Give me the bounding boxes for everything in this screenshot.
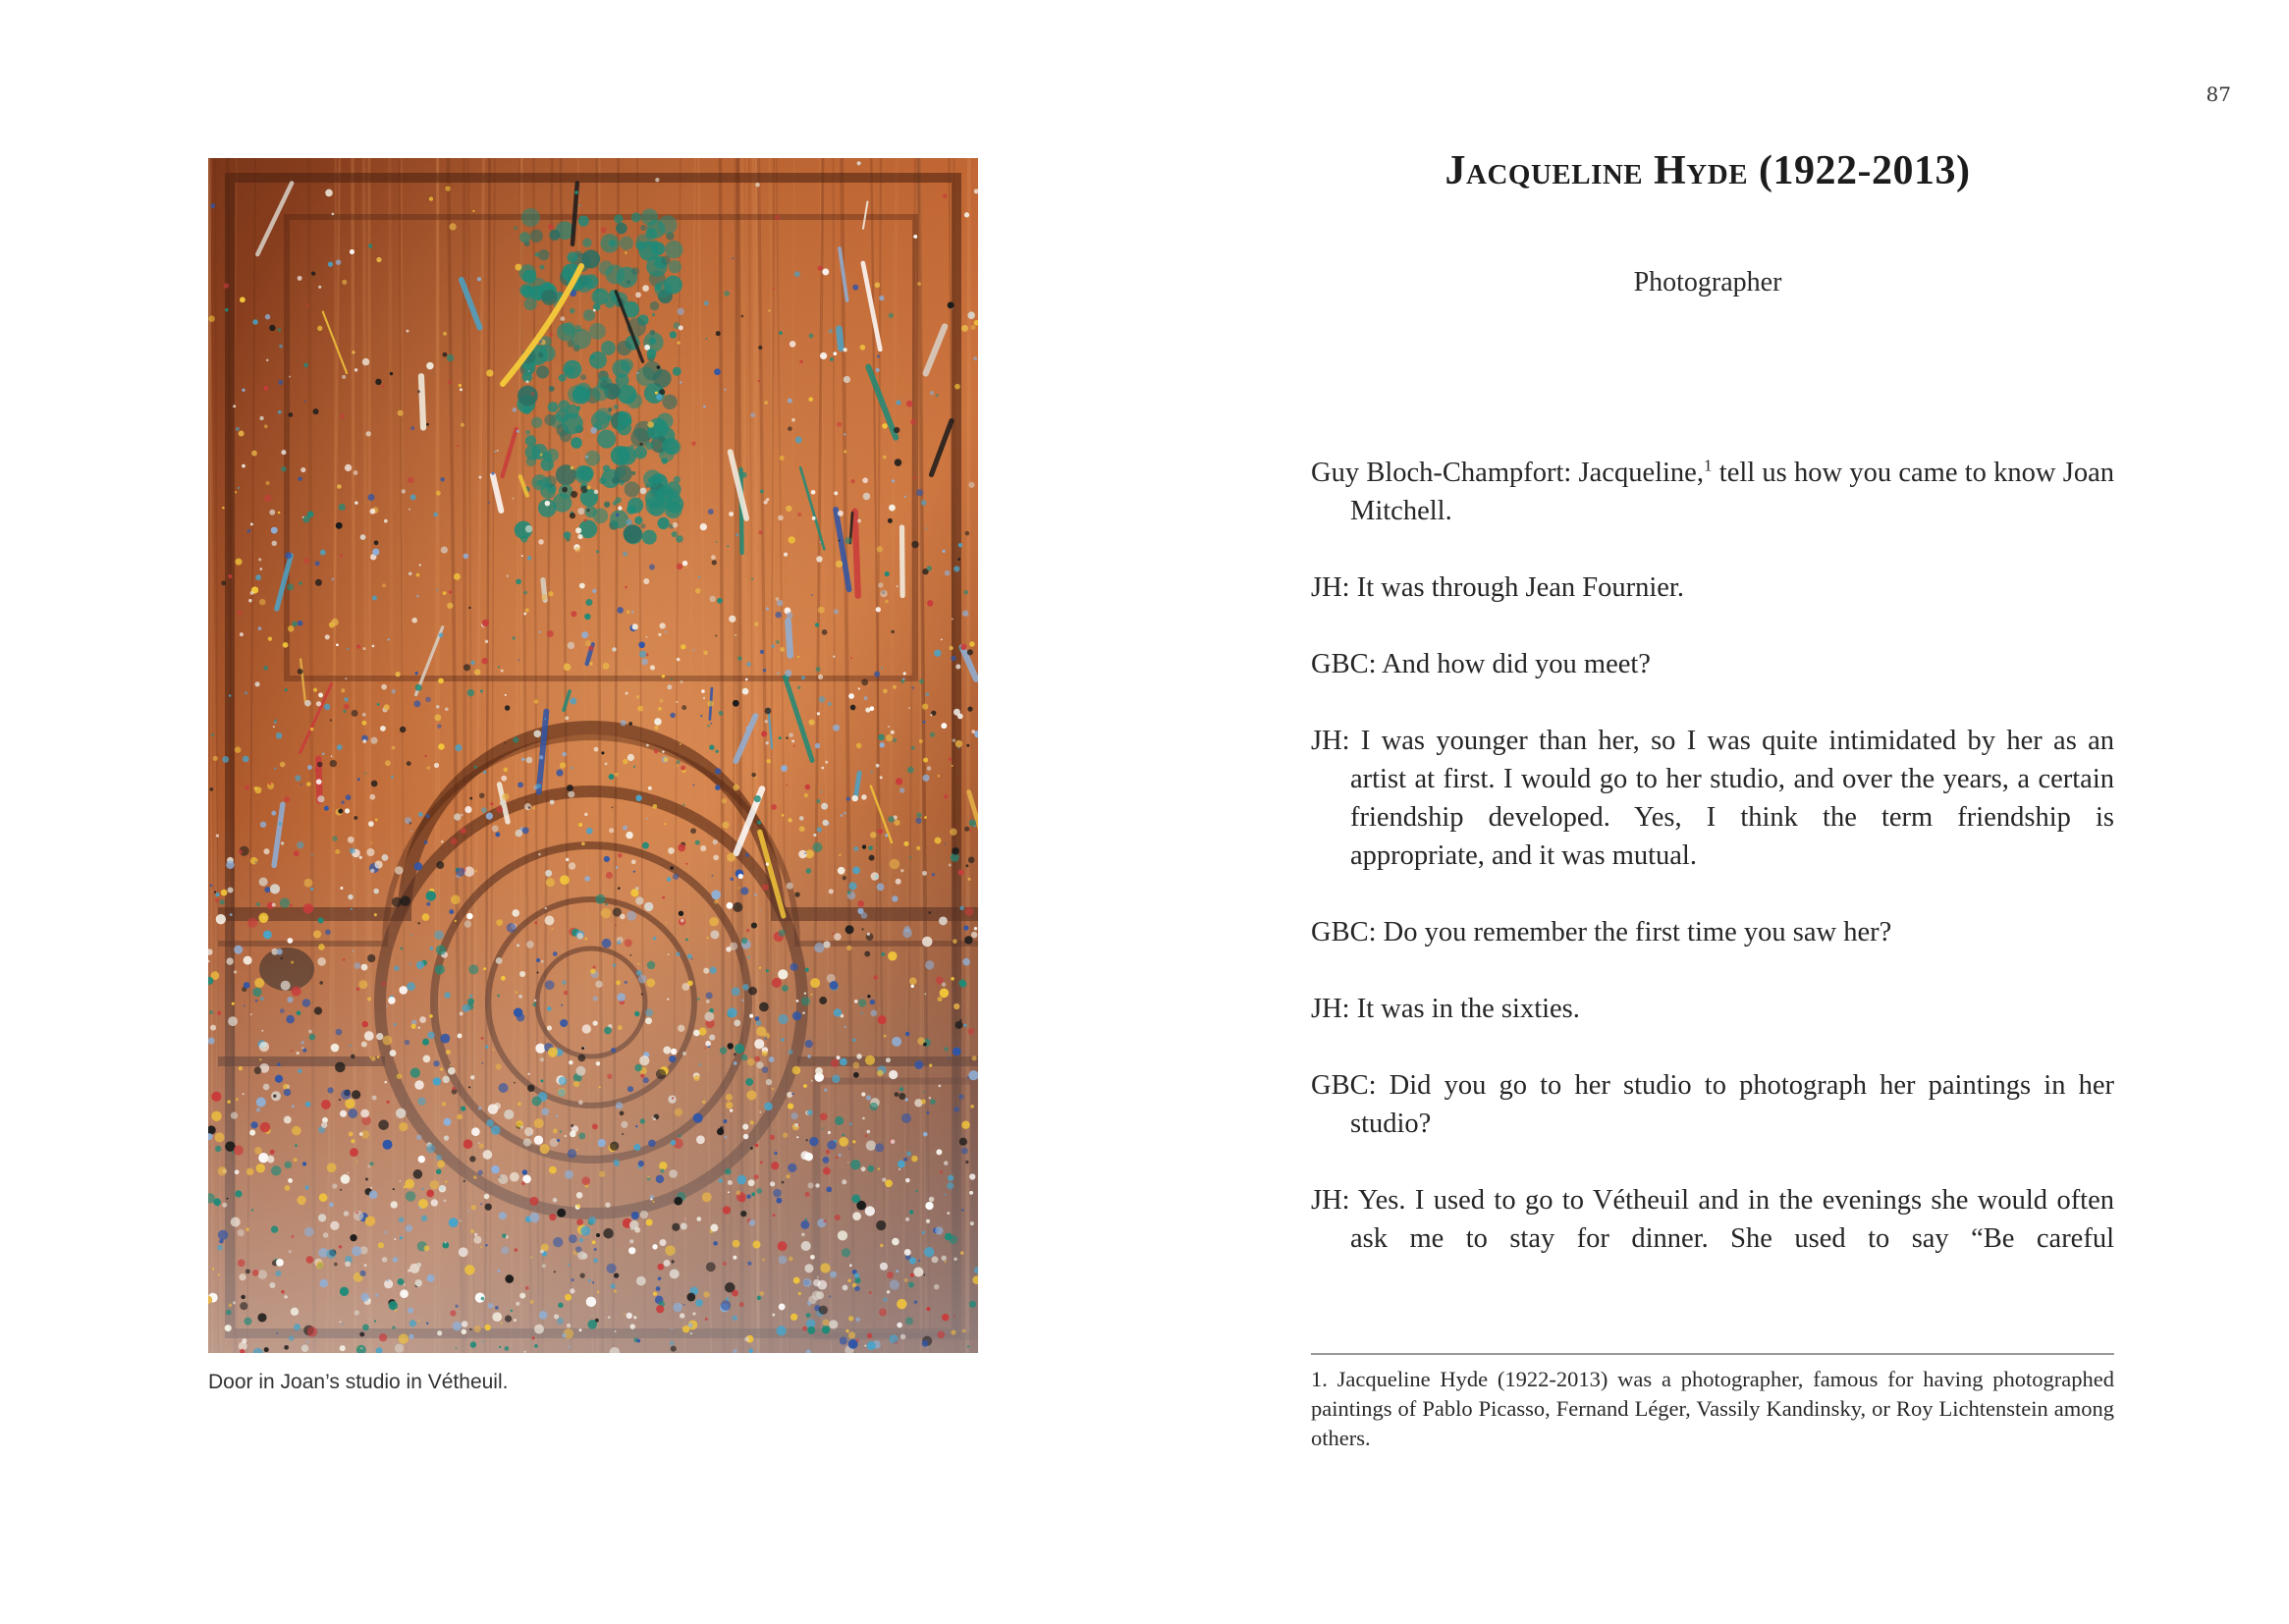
page-number: 87 — [2206, 82, 2231, 106]
interview-paragraph: JH: Yes. I used to go to Vétheuil and in the evenings she would often ask me to stay for dinner. She used to say “Be careful — [1311, 1185, 2114, 1254]
article-title: Jacqueline Hyde (1922-2013) — [1444, 148, 1971, 193]
interview-paragraph: GBC: And how did you meet? — [1311, 649, 1651, 679]
interview-paragraph: JH: It was through Jean Fournier. — [1311, 572, 1684, 603]
interview-paragraph: Guy Bloch-Champfort: Jacqueline,$^1$ tell us how you came to know Joan Mitchell. — [1311, 456, 2115, 526]
footnote-ref: 1 — [1703, 456, 1713, 475]
interview-paragraph: GBC: Do you remember the first time you saw her? — [1311, 917, 1892, 947]
paint-splattered-door-image — [208, 158, 978, 1353]
interview-text — [1311, 454, 2114, 1296]
footnote: 1. Jacqueline Hyde (1922-2013) was a photographer, famous for having photographed paintings of Pablo Picasso, Fernand Léger, Vassily Kandinsky, or Roy Lichtenstein among others. — [1311, 1367, 2114, 1450]
interview-paragraph: JH: I was younger than her, so I was quite intimidated by her as an artist at first. I would go to her studio, and over the years, a certain friendship developed. Yes, I think the term friendship is appropriate, and it was mutual. — [1311, 726, 2114, 871]
footnote-divider — [1311, 1353, 2114, 1355]
interview-paragraph: GBC: Did you go to her studio to photograph her paintings in her studio? — [1311, 1070, 2114, 1139]
studio-door-photo — [208, 158, 978, 1353]
interview-paragraph: JH: It was in the sixties. — [1311, 994, 1580, 1024]
article-subtitle: Photographer — [1633, 267, 1782, 298]
photo-caption: Door in Joan’s studio in Vétheuil. — [208, 1371, 509, 1393]
